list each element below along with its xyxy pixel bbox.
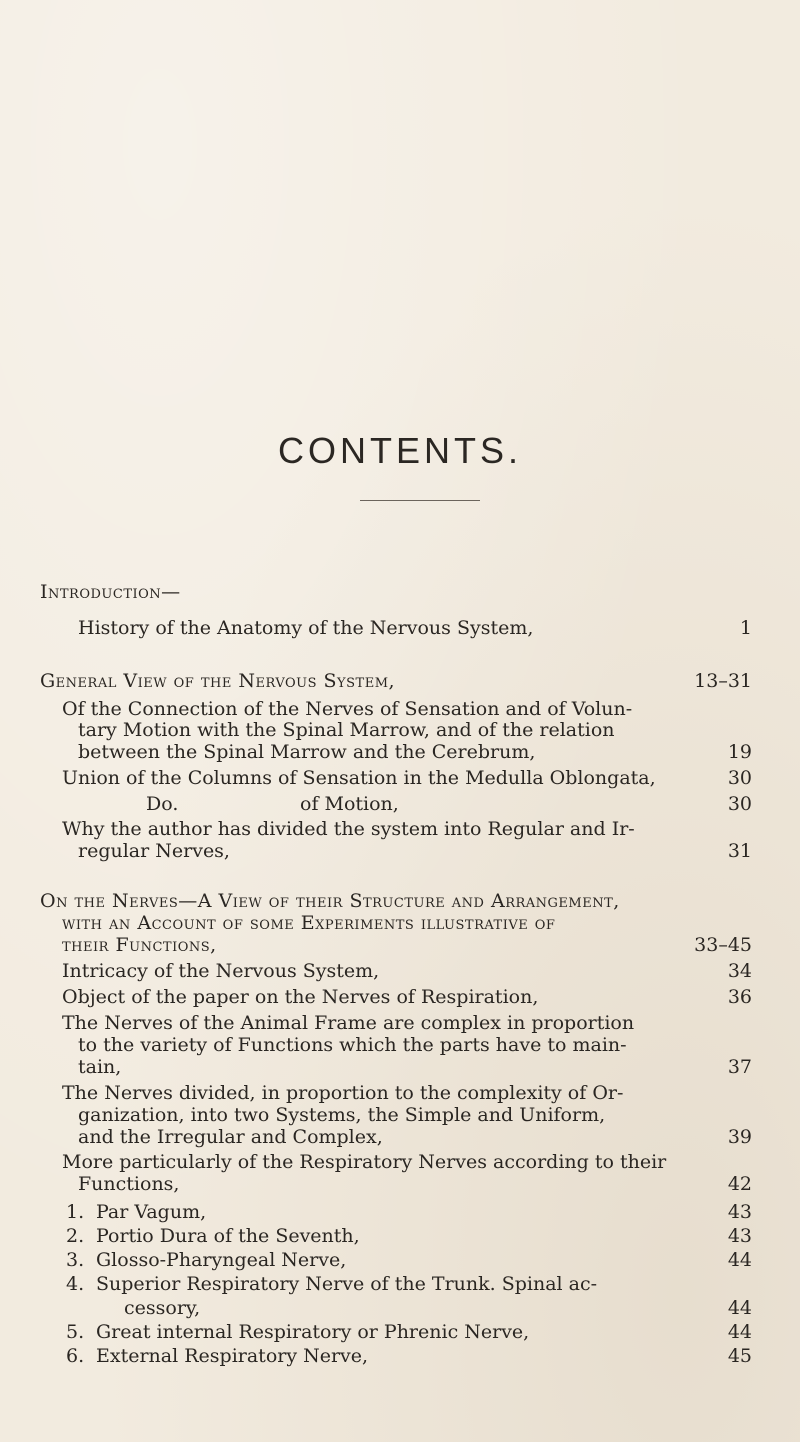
list-item-page-number: 45	[727, 1345, 752, 1368]
entry-on-nerves-line1: On the Nerves—A View of their Structure and Arrangement,	[40, 890, 620, 913]
page-number-complex: 37	[727, 1055, 752, 1078]
list-item-number: 1.	[66, 1201, 85, 1224]
list-item-text: External Respiratory Nerve,	[96, 1345, 369, 1368]
page-number-intricacy: 34	[727, 960, 752, 983]
entry-more-line2: Functions,	[78, 1173, 180, 1196]
entry-complex-line3: tain,	[78, 1055, 122, 1078]
page-number-object: 36	[727, 986, 752, 1009]
entry-complex-line1: The Nerves of the Animal Frame are complex in proportion	[62, 1011, 635, 1034]
entry-divided-line3: and the Irregular and Complex,	[78, 1125, 383, 1148]
list-item-page-number: 44	[727, 1249, 752, 1272]
list-item-number: 3.	[66, 1249, 85, 1272]
list-item-text: cessory,	[124, 1297, 201, 1320]
page-number-on-nerves: 33–45	[694, 933, 752, 956]
list-item-text: Portio Dura of the Seventh,	[96, 1225, 360, 1248]
entry-on-nerves-line2: with an Account of some Experiments illustrative of	[62, 912, 556, 934]
entry-complex-line2: to the variety of Functions which the parts have to main-	[78, 1033, 627, 1056]
entry-general-view: General View of the Nervous System,	[40, 670, 396, 693]
list-item-text: Glosso-Pharyngeal Nerve,	[96, 1249, 347, 1272]
page-number-connection: 19	[727, 741, 752, 764]
entry-divided-line1: The Nerves divided, in proportion to the complexity of Or-	[62, 1082, 624, 1105]
entry-do-label: Do.	[146, 792, 179, 815]
title-divider	[360, 500, 480, 501]
page-number-union: 30	[727, 766, 752, 789]
list-item-text: Great internal Respiratory or Phrenic Nerve,	[96, 1321, 530, 1344]
entry-more-line1: More particularly of the Respiratory Nerves according to their	[62, 1151, 667, 1174]
list-item-page-number: 43	[727, 1201, 752, 1224]
entry-connection-line1: Of the Connection of the Nerves of Sensation and of Volun-	[62, 697, 633, 720]
entry-history: History of the Anatomy of the Nervous System,	[78, 617, 534, 640]
entry-do-motion: of Motion,	[300, 792, 399, 815]
list-item-text: Superior Respiratory Nerve of the Trunk. Spinal ac-	[96, 1273, 598, 1296]
entry-why-line2: regular Nerves,	[78, 840, 230, 863]
page-number-more: 42	[727, 1173, 752, 1196]
list-item-page-number: 43	[727, 1225, 752, 1248]
list-item-number: 4.	[66, 1273, 85, 1296]
entry-connection-line2: tary Motion with the Spinal Marrow, and of the relation	[78, 719, 615, 742]
page-number-general-view: 13–31	[694, 670, 752, 693]
list-item-number: 6.	[66, 1345, 85, 1368]
entry-on-nerves-line3: their Functions,	[62, 933, 217, 956]
intro-heading: Introduction—	[40, 580, 181, 603]
list-item-text: Par Vagum,	[96, 1201, 207, 1224]
list-item-page-number: 44	[727, 1297, 752, 1320]
page-number-why: 31	[727, 840, 752, 863]
entry-object: Object of the paper on the Nerves of Respiration,	[62, 986, 539, 1009]
entry-union: Union of the Columns of Sensation in the Medulla Oblongata,	[62, 766, 656, 789]
page-number-do-motion: 30	[727, 792, 752, 815]
page-title: CONTENTS.	[277, 430, 522, 471]
page-number-divided: 39	[727, 1125, 752, 1148]
page-number-history: 1	[739, 617, 752, 640]
list-item-number: 5.	[66, 1321, 85, 1344]
entry-connection-line3: between the Spinal Marrow and the Cerebrum,	[78, 741, 536, 764]
entry-intricacy: Intricacy of the Nervous System,	[62, 960, 380, 983]
entry-divided-line2: ganization, into two Systems, the Simple and Uniform,	[78, 1103, 606, 1126]
list-item-page-number: 44	[727, 1321, 752, 1344]
list-item-number: 2.	[66, 1225, 85, 1248]
entry-why-line1: Why the author has divided the system into Regular and Ir-	[62, 818, 635, 841]
